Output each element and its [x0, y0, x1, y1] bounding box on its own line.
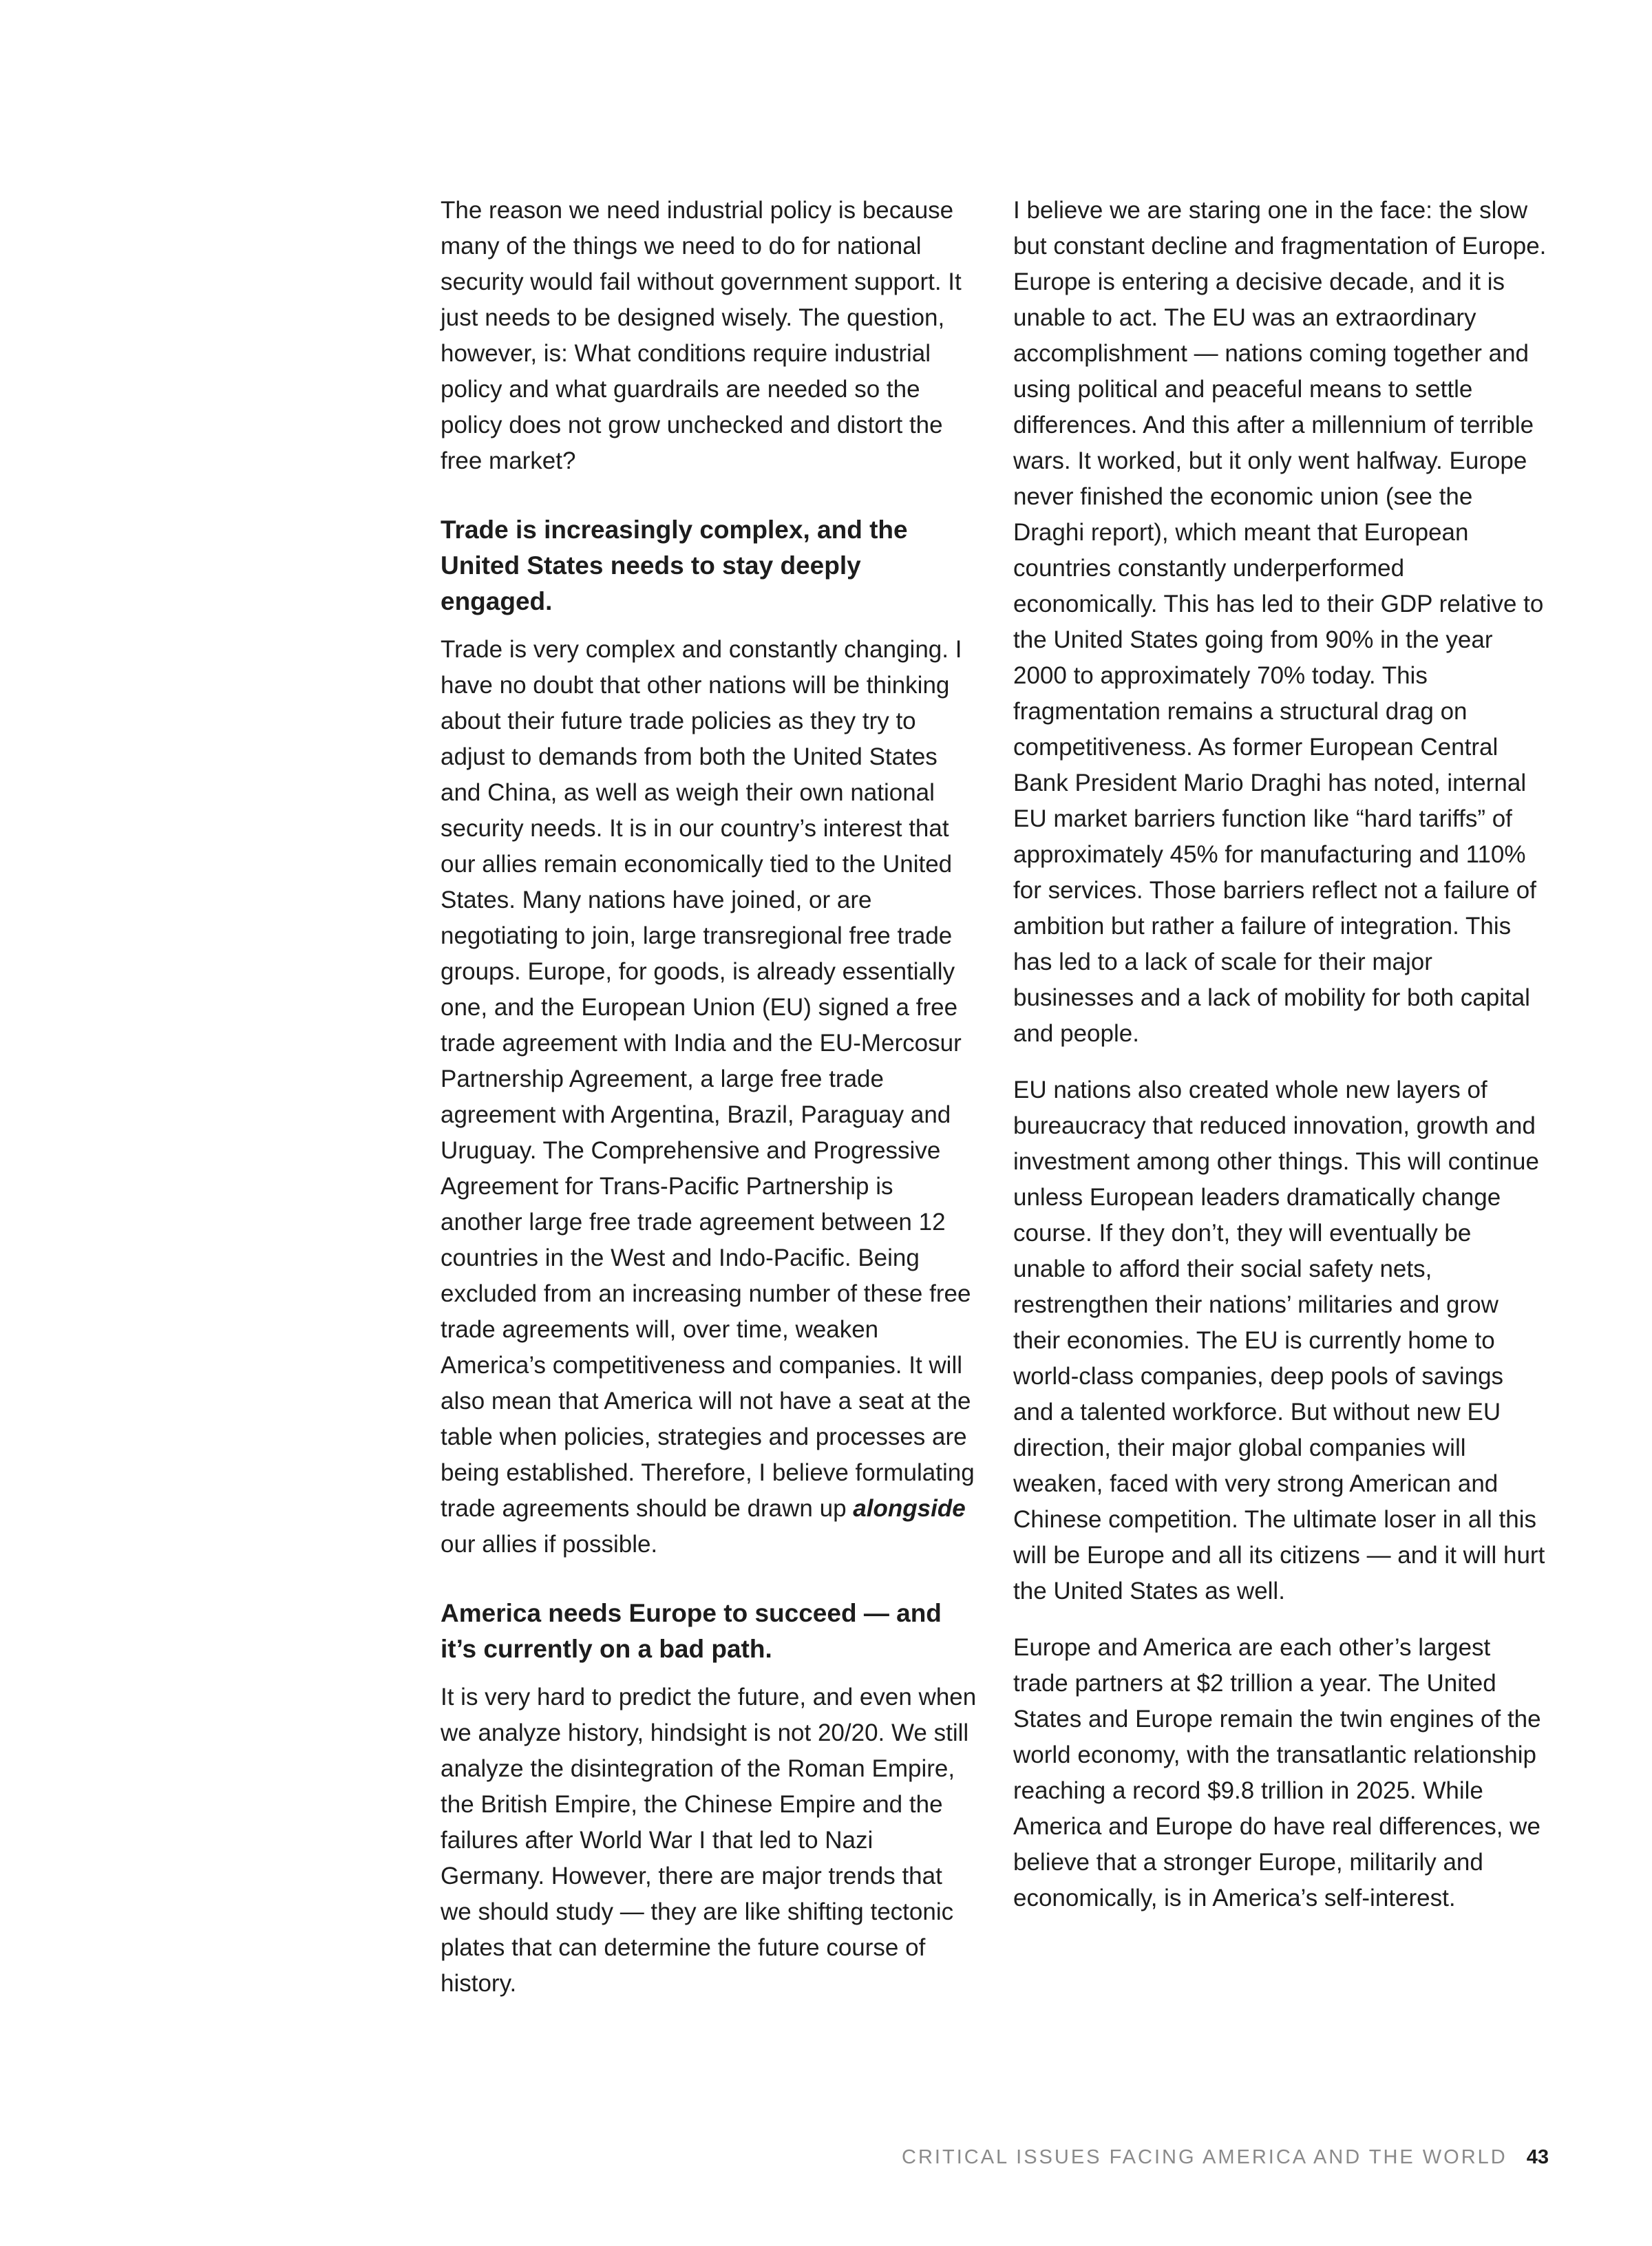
paragraph-europe-decline: I believe we are staring one in the face: the slow but constant decline and fragmentation of Europe. Europe is entering a decisive decade, and it is unable to act. The EU was an extraordinary accomplishment — nations coming together and using political and peaceful means to settle differences. And this after a millennium of terrible wars. It worked, but it only went halfway. Europe never finished the economic union (see the Draghi report), which meant that European countries constantly underperformed economically. This has led to their GDP relative to the United States going from 90% in the year 2000 to approximately 70% today. This fragmentation remains a structural drag on competitiveness. As former European Central Bank President Mario Draghi has noted, internal EU market barriers function like “hard tariffs” of approximately 45% for manufacturing and 110% for services. Those barriers reflect not a failure of ambition but rather a failure of integration. This has led to a lack of scale for their major businesses and a lack of mobility for both capital and people.	[1013, 197, 1547, 1047]
section-heading-trade: Trade is increasingly complex, and the United States needs to stay deeply engaged.	[441, 516, 908, 615]
paragraph-industrial-policy: The reason we need industrial policy is because many of the things we need to do for national security would fail without government support. It just needs to be designed wisely. The question, however, is: What conditions require industrial policy and what guardrails are needed so the policy does not grow unchecked and distort the free market?	[441, 197, 962, 474]
page-footer	[902, 2143, 1549, 2171]
paragraph-history: It is very hard to predict the future, and even when we analyze history, hindsight is not 20/20. We still analyze the disintegration of the Roman Empire, the British Empire, the Chinese Empire and the failures after World War I that led to Nazi Germany. However, there are major trends that we should study — they are like shifting tectonic plates that can determine the future course of history.	[441, 1684, 977, 1997]
emphasis-alongside: alongside	[853, 1495, 966, 1522]
paragraph-trade-end: our allies if possible.	[441, 1531, 658, 1558]
page-number: 43	[1526, 2146, 1549, 2168]
paragraph-trade	[441, 632, 977, 1562]
right-column	[1013, 193, 1550, 1916]
paragraph-eu-bureaucracy: EU nations also created whole new layers of bureaucracy that reduced innovation, growth and investment among other things. This will continue unless European leaders dramatically change course. If they don’t, they will eventually be unable to afford their social safety nets, restrengthen their nations’ militaries and grow their economies. The EU is currently home to world-class companies, deep pools of savings and a talented workforce. But without new EU direction, their major global companies will weaken, faced with very strong American and Chinese competition. The ultimate loser in all this will be Europe and all its citizens — and it will hurt the United States as well.	[1013, 1077, 1545, 1604]
section-heading-europe: America needs Europe to succeed — and it’s currently on a bad path.	[441, 1599, 942, 1663]
running-title: CRITICAL ISSUES FACING AMERICA AND THE WORLD	[902, 2146, 1507, 2168]
paragraph-trade-text: Trade is very complex and constantly changing. I have no doubt that other nations will be thinking about their future trade policies as they try to adjust to demands from both the United States and China, as well as weigh their own national security needs. It is in our country’s interest that our allies remain economically tied to the United States. Many nations have joined, or are negotiating to join, large transregional free trade groups. Europe, for goods, is already essentially one, and the European Union (EU) signed a free trade agreement with India and the EU-Mercosur Partnership Agreement, a large free trade agreement with Argentina, Brazil, Paraguay and Uruguay. The Comprehensive and Progressive Agreement for Trans-Pacific Partnership is another large free trade agreement between 12 countries in the West and Indo-Pacific. Being excluded from an increasing number of these free trade agreements will, over time, weaken America’s competitiveness and companies. It will also mean that America will not have a seat at the table when policies, strategies and processes are being established. Therefore, I believe formulating trade agreements should be drawn up	[441, 636, 975, 1522]
paragraph-trade-partners: Europe and America are each other’s largest trade partners at $2 trillion a year. The United States and Europe remain the twin engines of the world economy, with the transatlantic relationship reaching a record $9.8 trillion in 2025. While America and Europe do have real differences, we believe that a stronger Europe, militarily and economically, is in America’s self-interest.	[1013, 1634, 1541, 1911]
left-column	[441, 193, 977, 2002]
